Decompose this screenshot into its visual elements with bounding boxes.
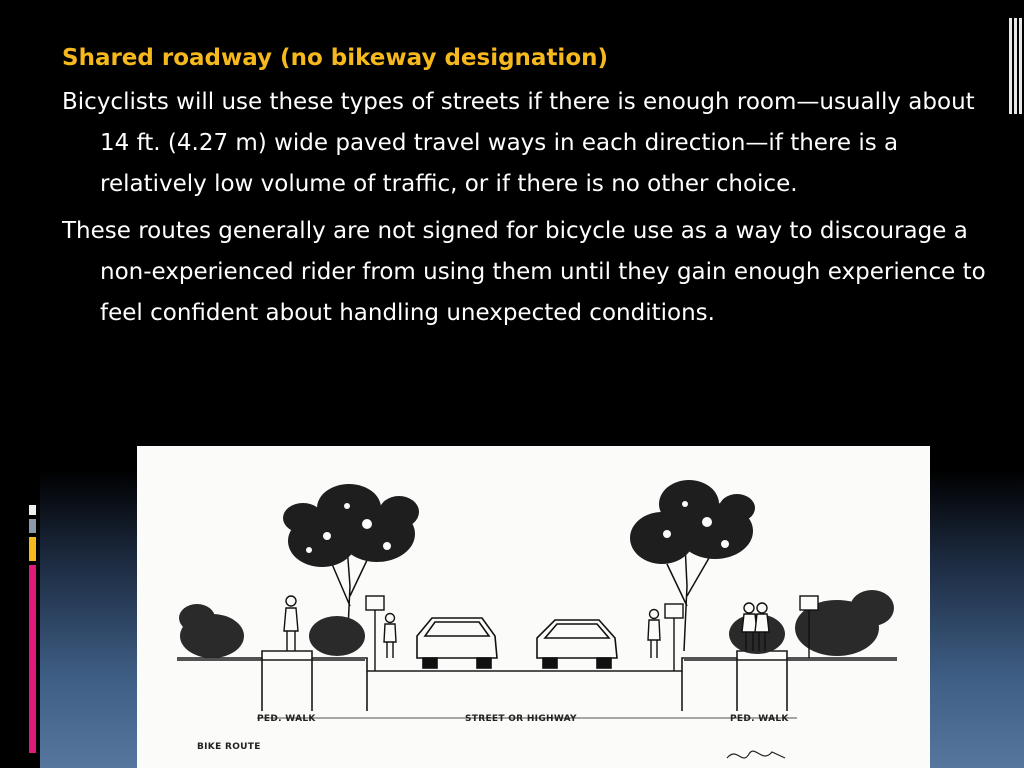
slide-content (62, 40, 1007, 340)
shared-roadway-illustration (137, 446, 930, 768)
paragraph-bicyclists: Bicyclists will use these types of streets if there is enough room—usually about 14 ft. (4.27 m) wide paved travel ways in each direction—if there is a relatively low volume of traffic, or if there is no other choice. (62, 89, 975, 197)
slide-heading: Shared roadway (no bikeway designation) (62, 45, 609, 71)
label-ped-walk-left: PED. WALK (257, 714, 316, 724)
label-ped-walk-right: PED. WALK (730, 714, 789, 724)
label-street-or-highway: STREET OR HIGHWAY (465, 714, 577, 724)
label-bike-route: BIKE ROUTE (197, 742, 261, 752)
paragraph-routes: These routes generally are not signed for bicycle use as a way to discourage a non-experienced rider from using them until they gain enough experience to feel confident about handling unexpected conditions. (62, 218, 986, 326)
